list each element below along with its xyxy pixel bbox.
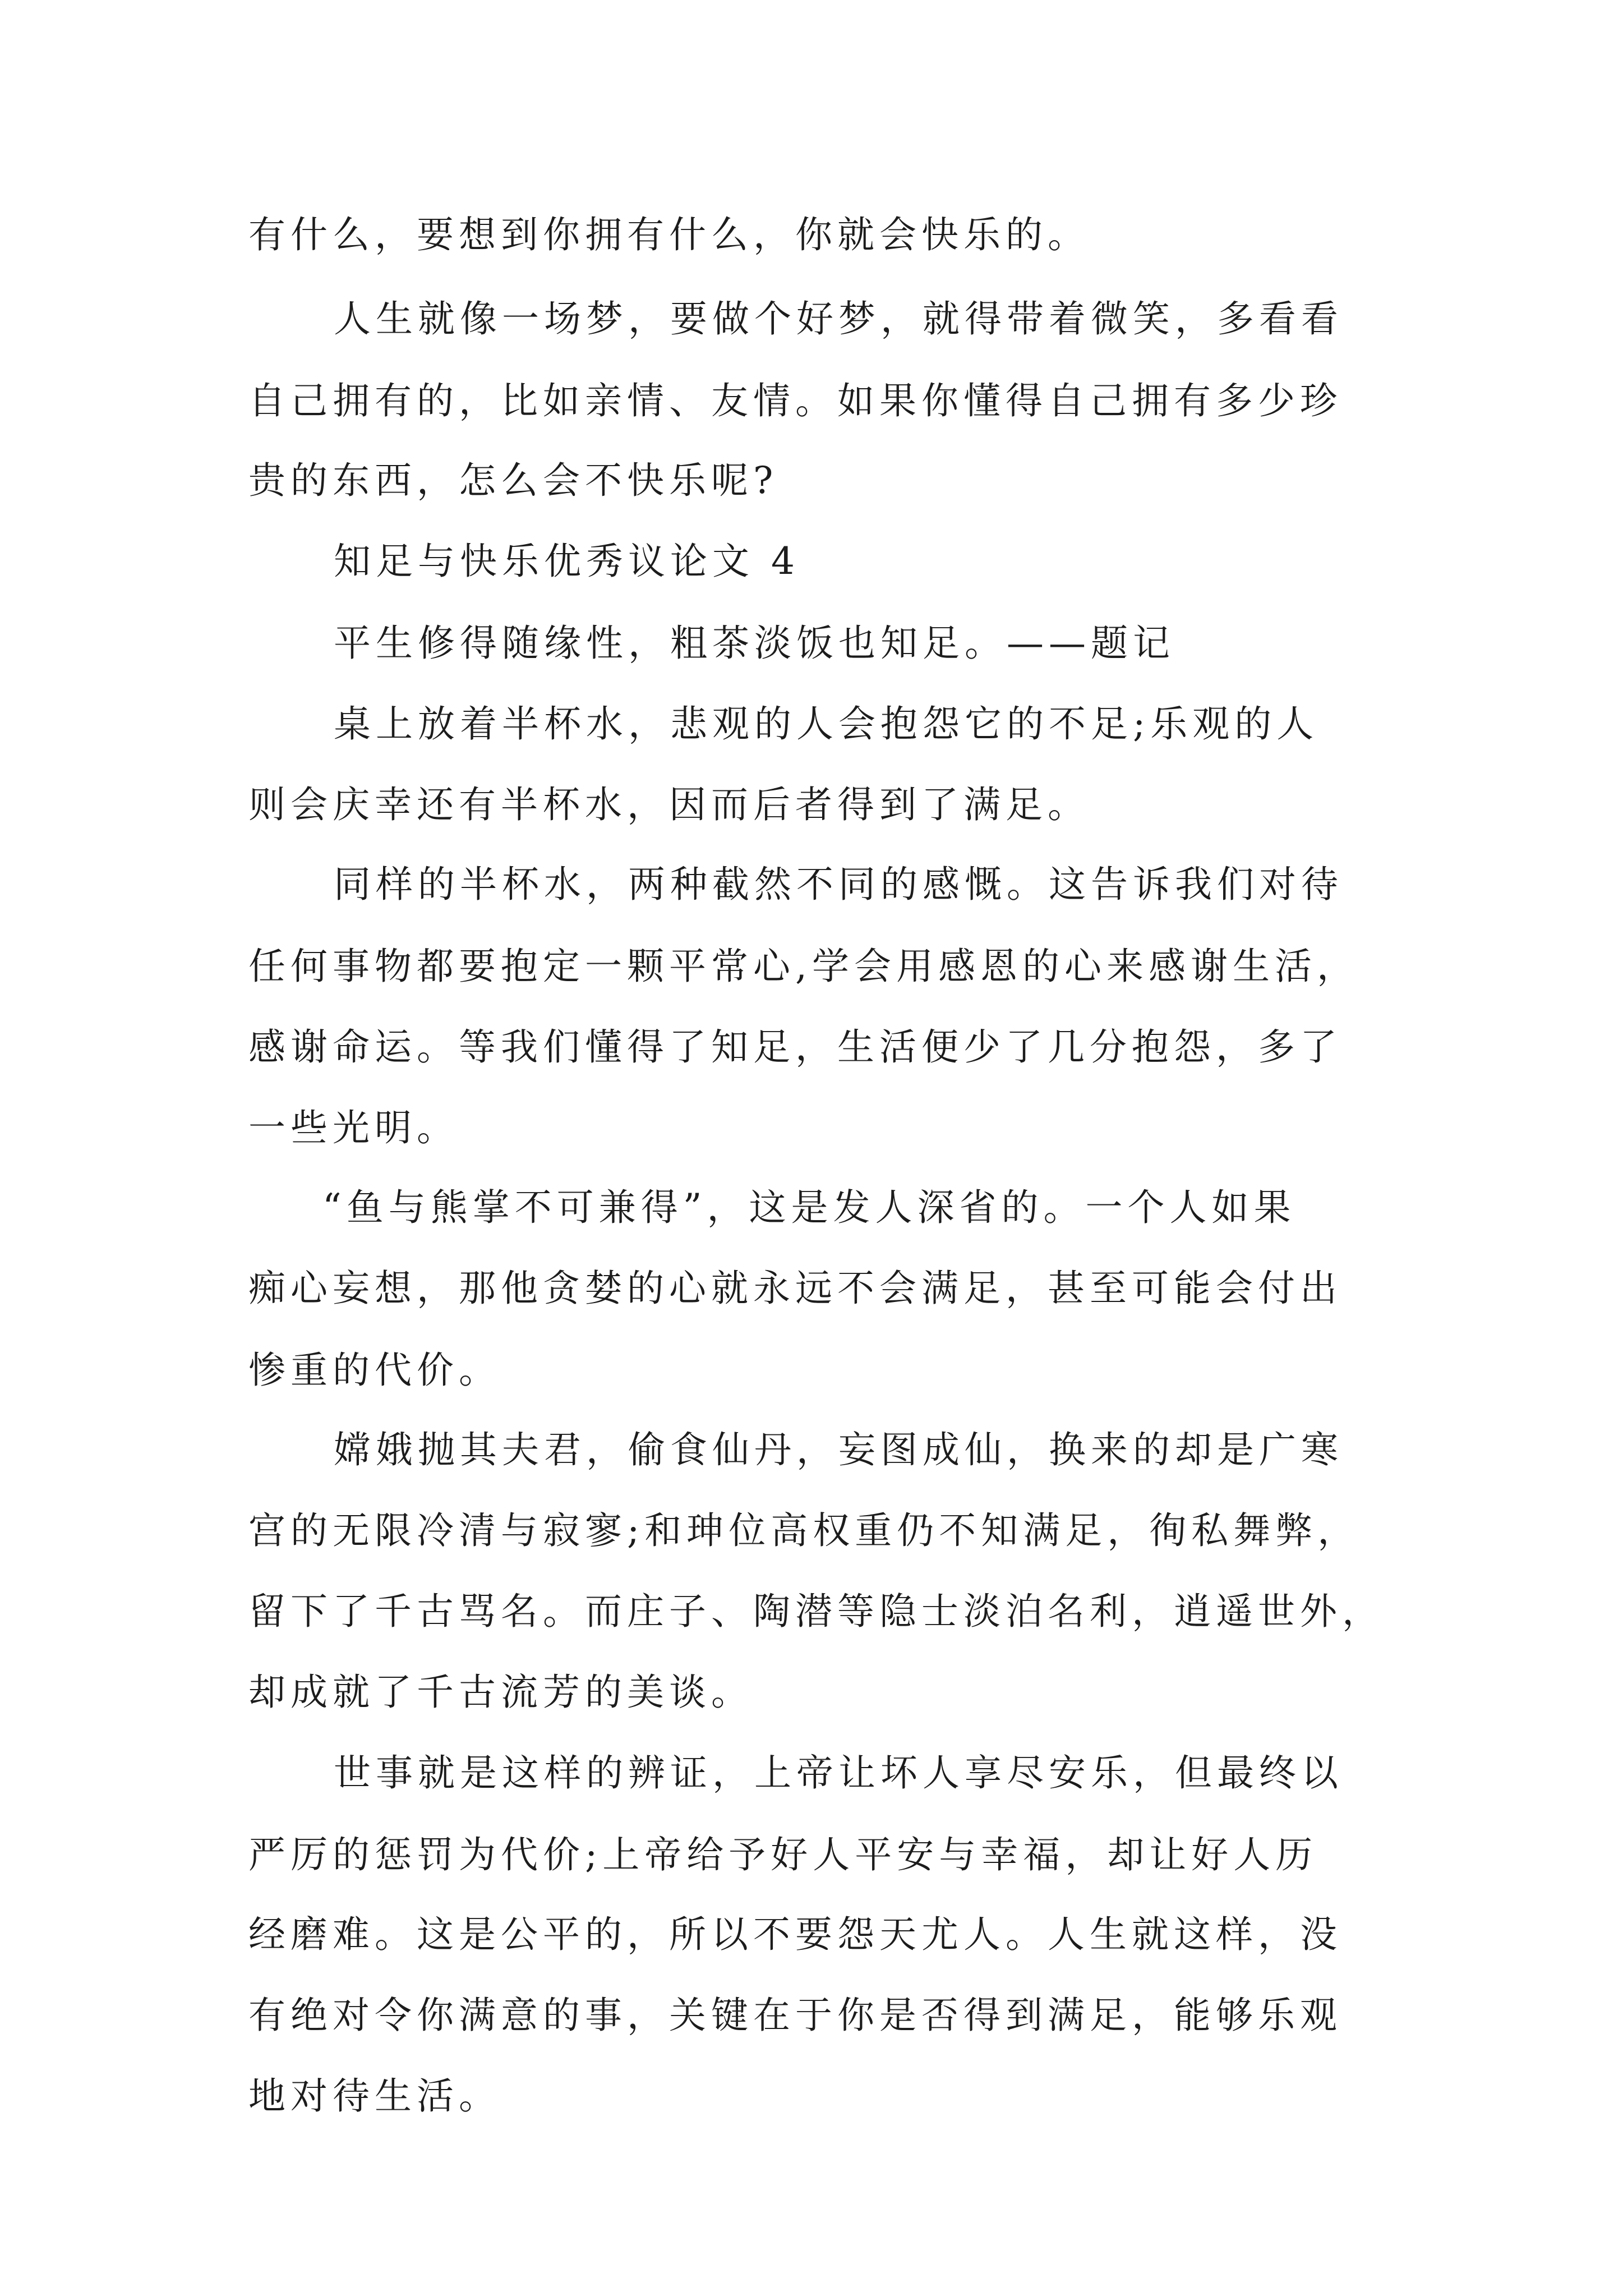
section-heading: 知足与快乐优秀议论文 4	[334, 540, 800, 583]
text-line: 自己拥有的，比如亲情、友情。如果你懂得自己拥有多少珍	[248, 379, 1342, 422]
text-line: 宫的无限冷清与寂寥;和珅位高权重仍不知满足，徇私舞弊，	[248, 1509, 1360, 1552]
paragraph-first-line: 世事就是这样的辨证，上帝让坏人享尽安乐，但最终以	[334, 1751, 1343, 1795]
text-line: 留下了千古骂名。而庄子、陶潜等隐士淡泊名利，逍遥世外，	[248, 1590, 1384, 1633]
text-line: 地对待生活。	[248, 2074, 501, 2118]
text-line: 却成就了千古流芳的美谈。	[248, 1671, 753, 1714]
paragraph-first-line: 桌上放着半杯水，悲观的人会抱怨它的不足;乐观的人	[334, 702, 1319, 746]
text-line: 任何事物都要抱定一颗平常心,学会用感恩的心来感谢生活，	[248, 945, 1359, 988]
epigraph: 平生修得随缘性，粗茶淡饭也知足。——题记	[334, 622, 1175, 665]
text-line: 有绝对令你满意的事，关键在于你是否得到满足，能够乐观	[248, 1994, 1342, 2037]
text-line: 有什么，要想到你拥有什么，你就会快乐的。	[248, 213, 1090, 256]
paragraph-first-line: 人生就像一场梦，要做个好梦，就得带着微笑，多看看	[334, 297, 1343, 341]
paragraph-first-line: 同样的半杯水，两种截然不同的感慨。这告诉我们对待	[334, 863, 1343, 906]
text-line: 痴心妄想，那他贪婪的心就永远不会满足，甚至可能会付出	[248, 1267, 1342, 1310]
text-line: 贵的东西，怎么会不快乐呢?	[248, 459, 778, 502]
text-line: 感谢命运。等我们懂得了知足，生活便少了几分抱怨，多了	[248, 1025, 1342, 1069]
paragraph-first-line: 嫦娥抛其夫君，偷食仙丹，妄图成仙，换来的却是广寒	[334, 1428, 1343, 1471]
paragraph-first-line: “鱼与熊掌不可兼得”，这是发人深省的。一个人如果	[322, 1186, 1296, 1229]
text-line: 则会庆幸还有半杯水，因而后者得到了满足。	[248, 783, 1090, 826]
text-line: 经磨难。这是公平的，所以不要怨天尤人。人生就这样，没	[248, 1913, 1342, 1956]
text-line: 惨重的代价。	[248, 1349, 501, 1392]
text-line: 严厉的惩罚为代价;上帝给予好人平安与幸福，却让好人历	[248, 1833, 1318, 1876]
text-line: 一些光明。	[248, 1106, 459, 1149]
